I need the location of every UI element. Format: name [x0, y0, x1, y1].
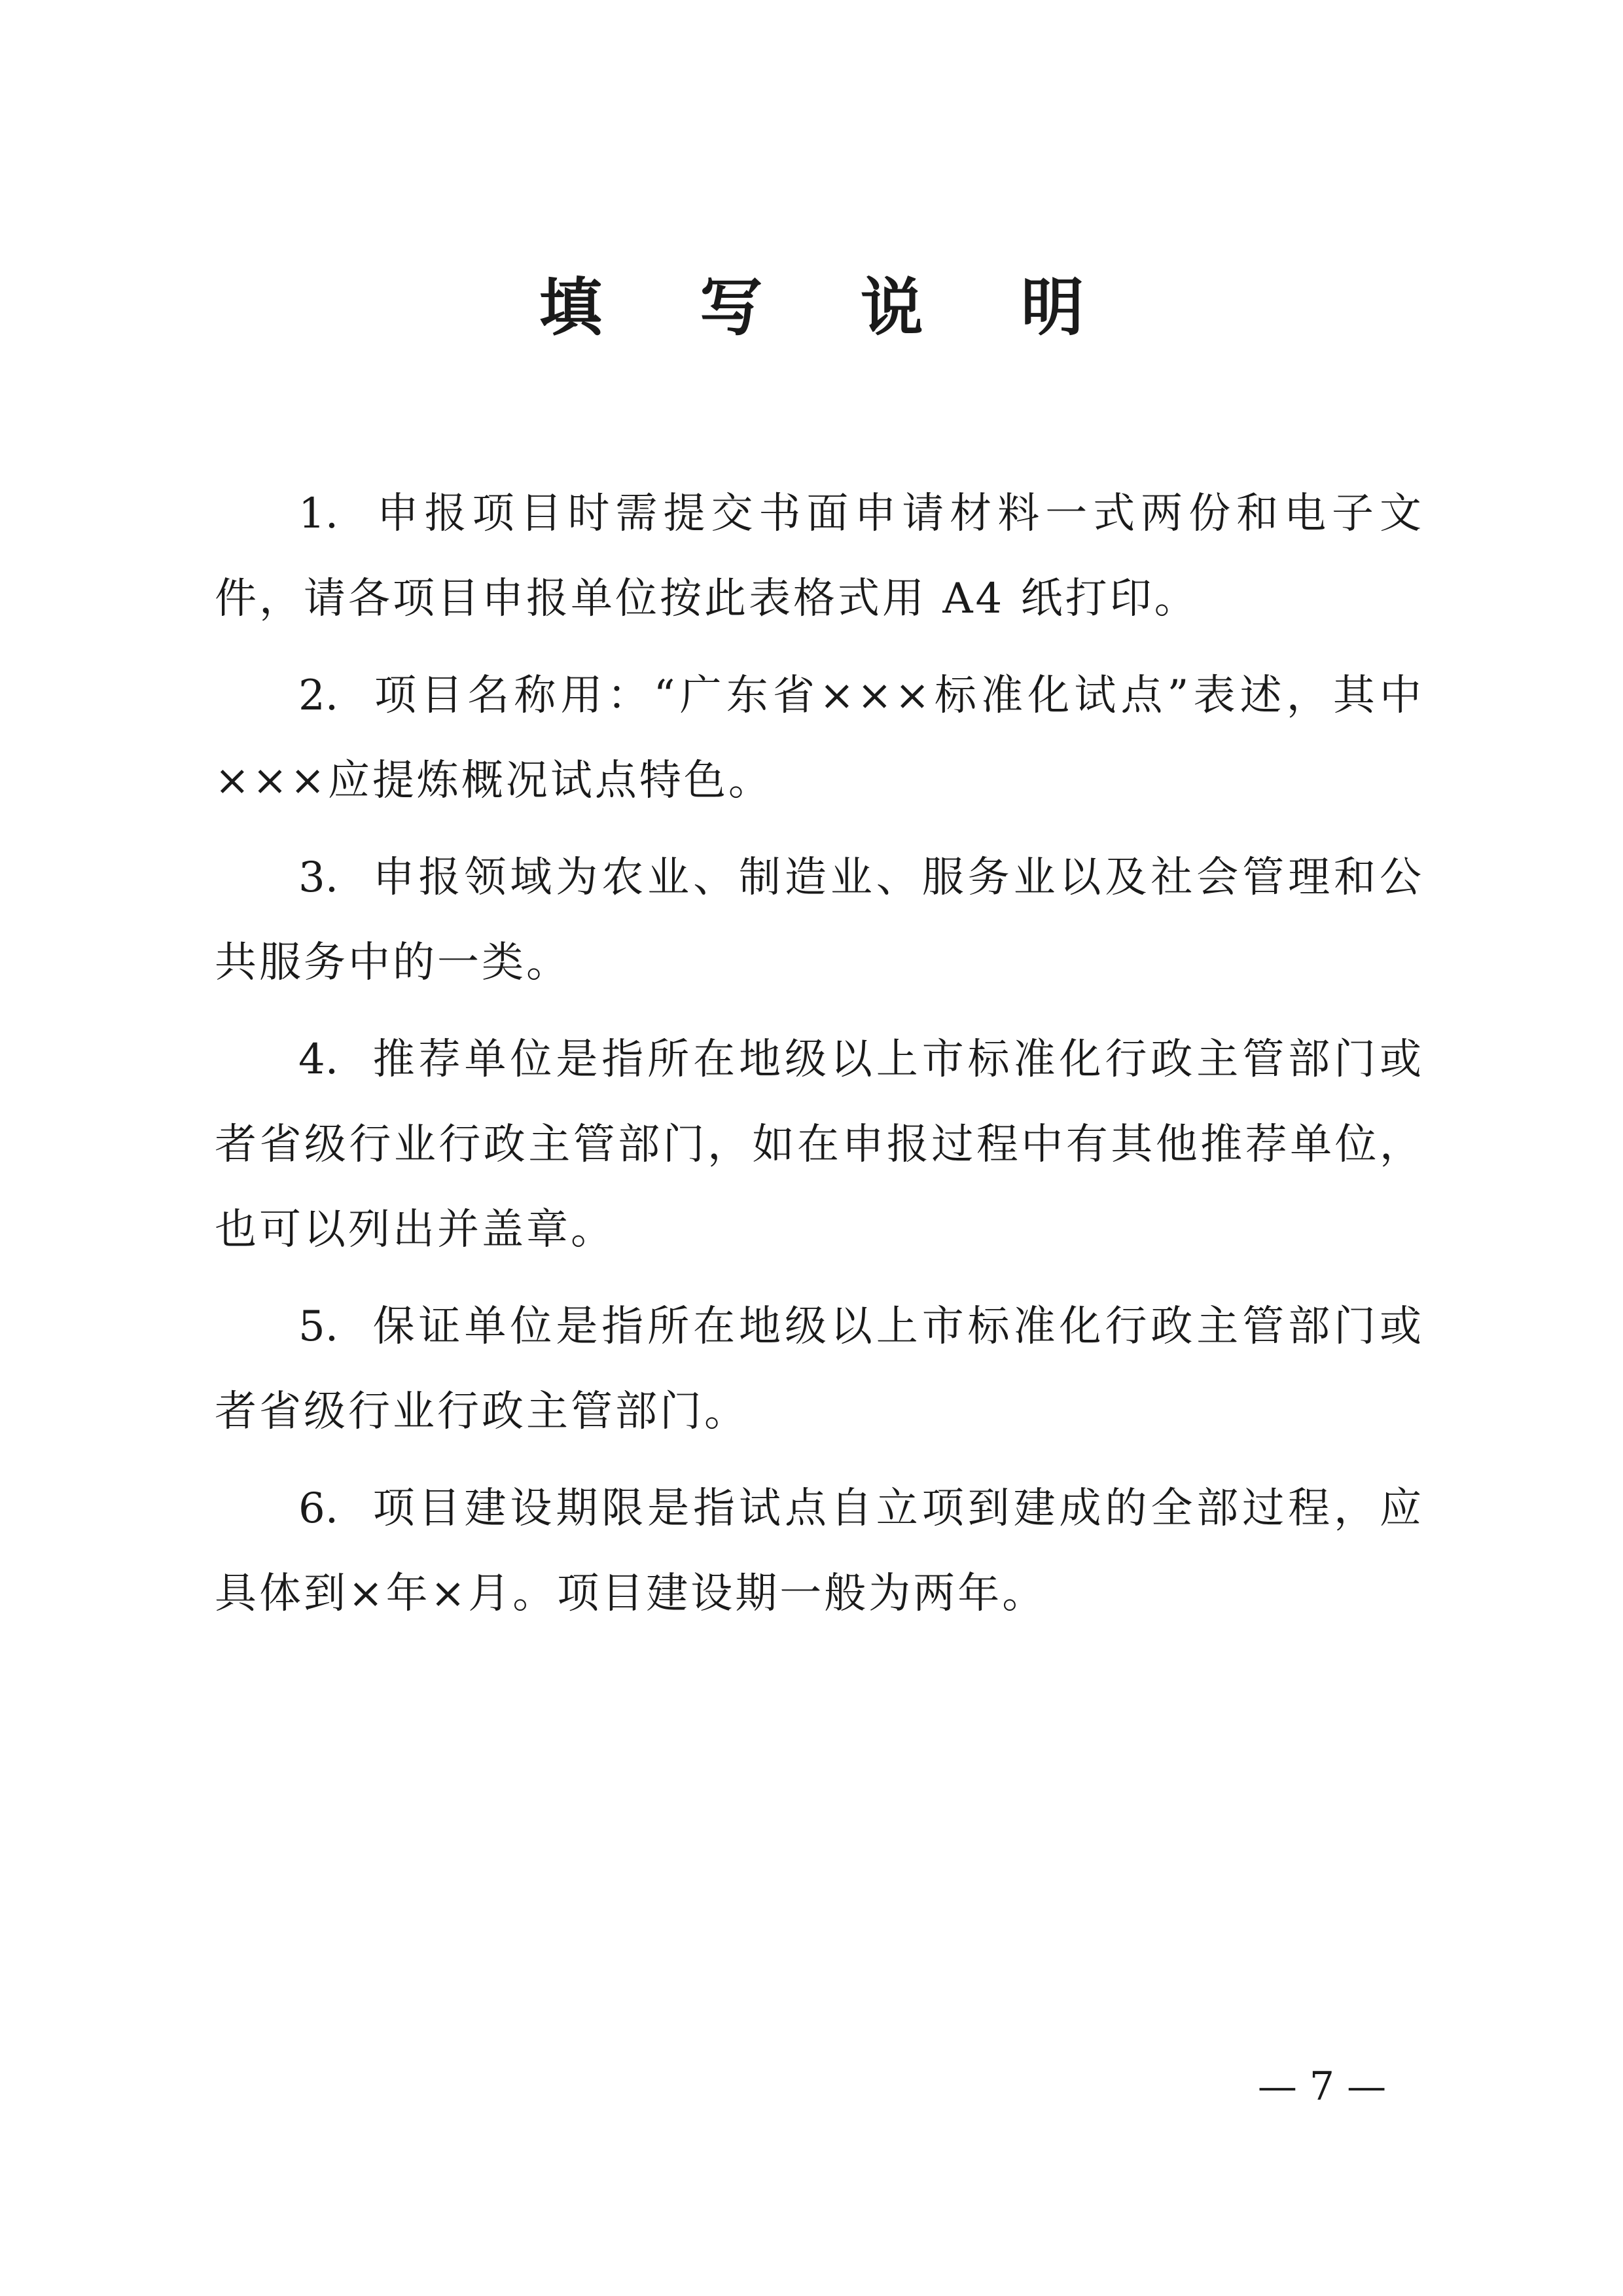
- page-number: — 7 —: [1257, 2064, 1387, 2109]
- instruction-number: 2.: [298, 672, 339, 720]
- instruction-item-4: [215, 1017, 1424, 1272]
- instruction-text: 保证单位是指所在地级以上市标准化行政主管部门或者省级行业行政主管部门。: [215, 1302, 1425, 1436]
- instruction-number: 6.: [298, 1484, 339, 1533]
- instruction-item-6: [215, 1466, 1424, 1636]
- instructions-body: [215, 471, 1424, 1648]
- instruction-item-5: [215, 1284, 1424, 1454]
- instruction-item-2: [215, 653, 1424, 823]
- instruction-text: 推荐单位是指所在地级以上市标准化行政主管部门或者省级行业行政主管部门，如在申报过程中有其他推荐单位，也可以列出并盖章。: [215, 1035, 1425, 1254]
- instruction-text: 申报领域为农业、制造业、服务业以及社会管理和公共服务中的一类。: [215, 853, 1425, 987]
- instruction-text: 申报项目时需提交书面申请材料一式两份和电子文件，请各项目申报单位按此表格式用 A4 纸打印。: [215, 490, 1425, 623]
- document-title: 填 写 说 明: [539, 271, 1122, 344]
- instruction-number: 3.: [298, 853, 339, 902]
- instruction-number: 1.: [298, 490, 339, 538]
- instruction-number: 4.: [298, 1035, 339, 1084]
- instruction-item-3: [215, 835, 1424, 1005]
- instruction-text: 项目名称用：“广东省×××标准化试点”表述，其中×××应提炼概况试点特色。: [215, 672, 1425, 805]
- instruction-number: 5.: [298, 1302, 339, 1351]
- instruction-item-1: [215, 471, 1424, 641]
- instruction-text: 项目建设期限是指试点自立项到建成的全部过程，应具体到×年×月。项目建设期一般为两年。: [215, 1484, 1425, 1618]
